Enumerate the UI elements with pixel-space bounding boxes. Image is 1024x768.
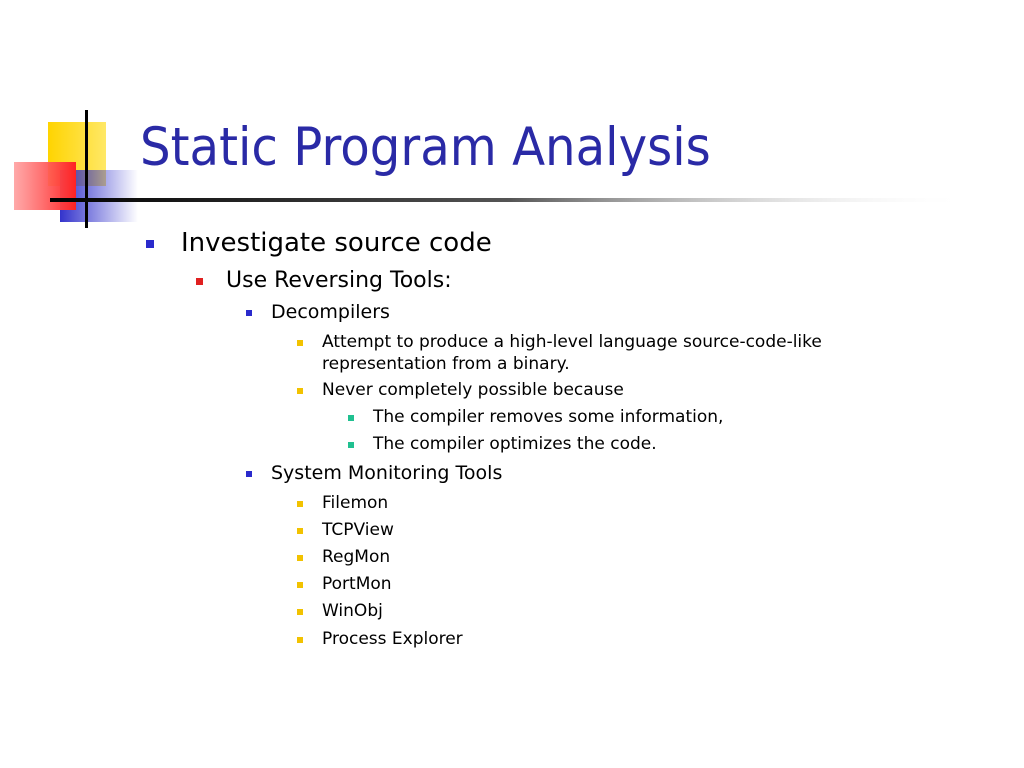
square-bullet-icon [246, 310, 252, 316]
bullet-item-level-0 [181, 228, 492, 258]
square-bullet-icon [297, 637, 303, 643]
bullet-item-level-3 [322, 574, 392, 594]
bullet-item-level-2 [271, 462, 502, 484]
bullet-text: Never completely possible because [322, 380, 624, 400]
bullet-item-level-3 [322, 493, 388, 513]
square-bullet-icon [297, 609, 303, 615]
bullet-text: RegMon [322, 547, 391, 567]
bullet-text: Filemon [322, 493, 389, 513]
bullet-item-level-4 [373, 407, 723, 427]
bullet-text: PortMon [322, 574, 392, 594]
bullet-text: TCPView [322, 520, 394, 540]
bullet-text: WinObj [322, 601, 383, 621]
square-bullet-icon [297, 555, 303, 561]
bullet-text: Process Explorer [322, 629, 463, 649]
bullet-item-level-3 [322, 520, 394, 540]
bullet-text: Attempt to produce a high-level language source-code-like [322, 332, 822, 352]
bullet-item-level-3 [322, 332, 822, 352]
bullet-text: representation from a binary. [322, 354, 570, 374]
square-bullet-icon [246, 471, 252, 477]
bullet-text: Use Reversing Tools: [226, 268, 452, 293]
bullet-continuation-line [322, 354, 570, 374]
square-bullet-icon [297, 582, 303, 588]
square-bullet-icon [297, 501, 303, 507]
bullet-text: Investigate source code [181, 228, 492, 258]
slide-title: Static Program Analysis [140, 117, 711, 178]
bullet-text: The compiler removes some information, [373, 407, 724, 427]
square-bullet-icon [196, 278, 203, 285]
bullet-item-level-3 [322, 547, 390, 567]
bullet-item-level-1 [226, 268, 452, 293]
square-bullet-icon [297, 388, 303, 394]
bullet-item-level-2 [271, 301, 390, 323]
square-bullet-icon [348, 415, 354, 421]
bullet-item-level-3 [322, 380, 624, 400]
bullet-text: The compiler optimizes the code. [373, 434, 657, 454]
bullet-text: System Monitoring Tools [271, 462, 503, 484]
bullet-item-level-4 [373, 434, 657, 454]
square-bullet-icon [297, 528, 303, 534]
square-bullet-icon [297, 340, 303, 346]
square-bullet-icon [348, 442, 354, 448]
bullet-text: Decompilers [271, 301, 390, 323]
bullet-item-level-3 [322, 629, 463, 649]
bullet-item-level-3 [322, 601, 383, 621]
square-bullet-icon [146, 240, 154, 248]
